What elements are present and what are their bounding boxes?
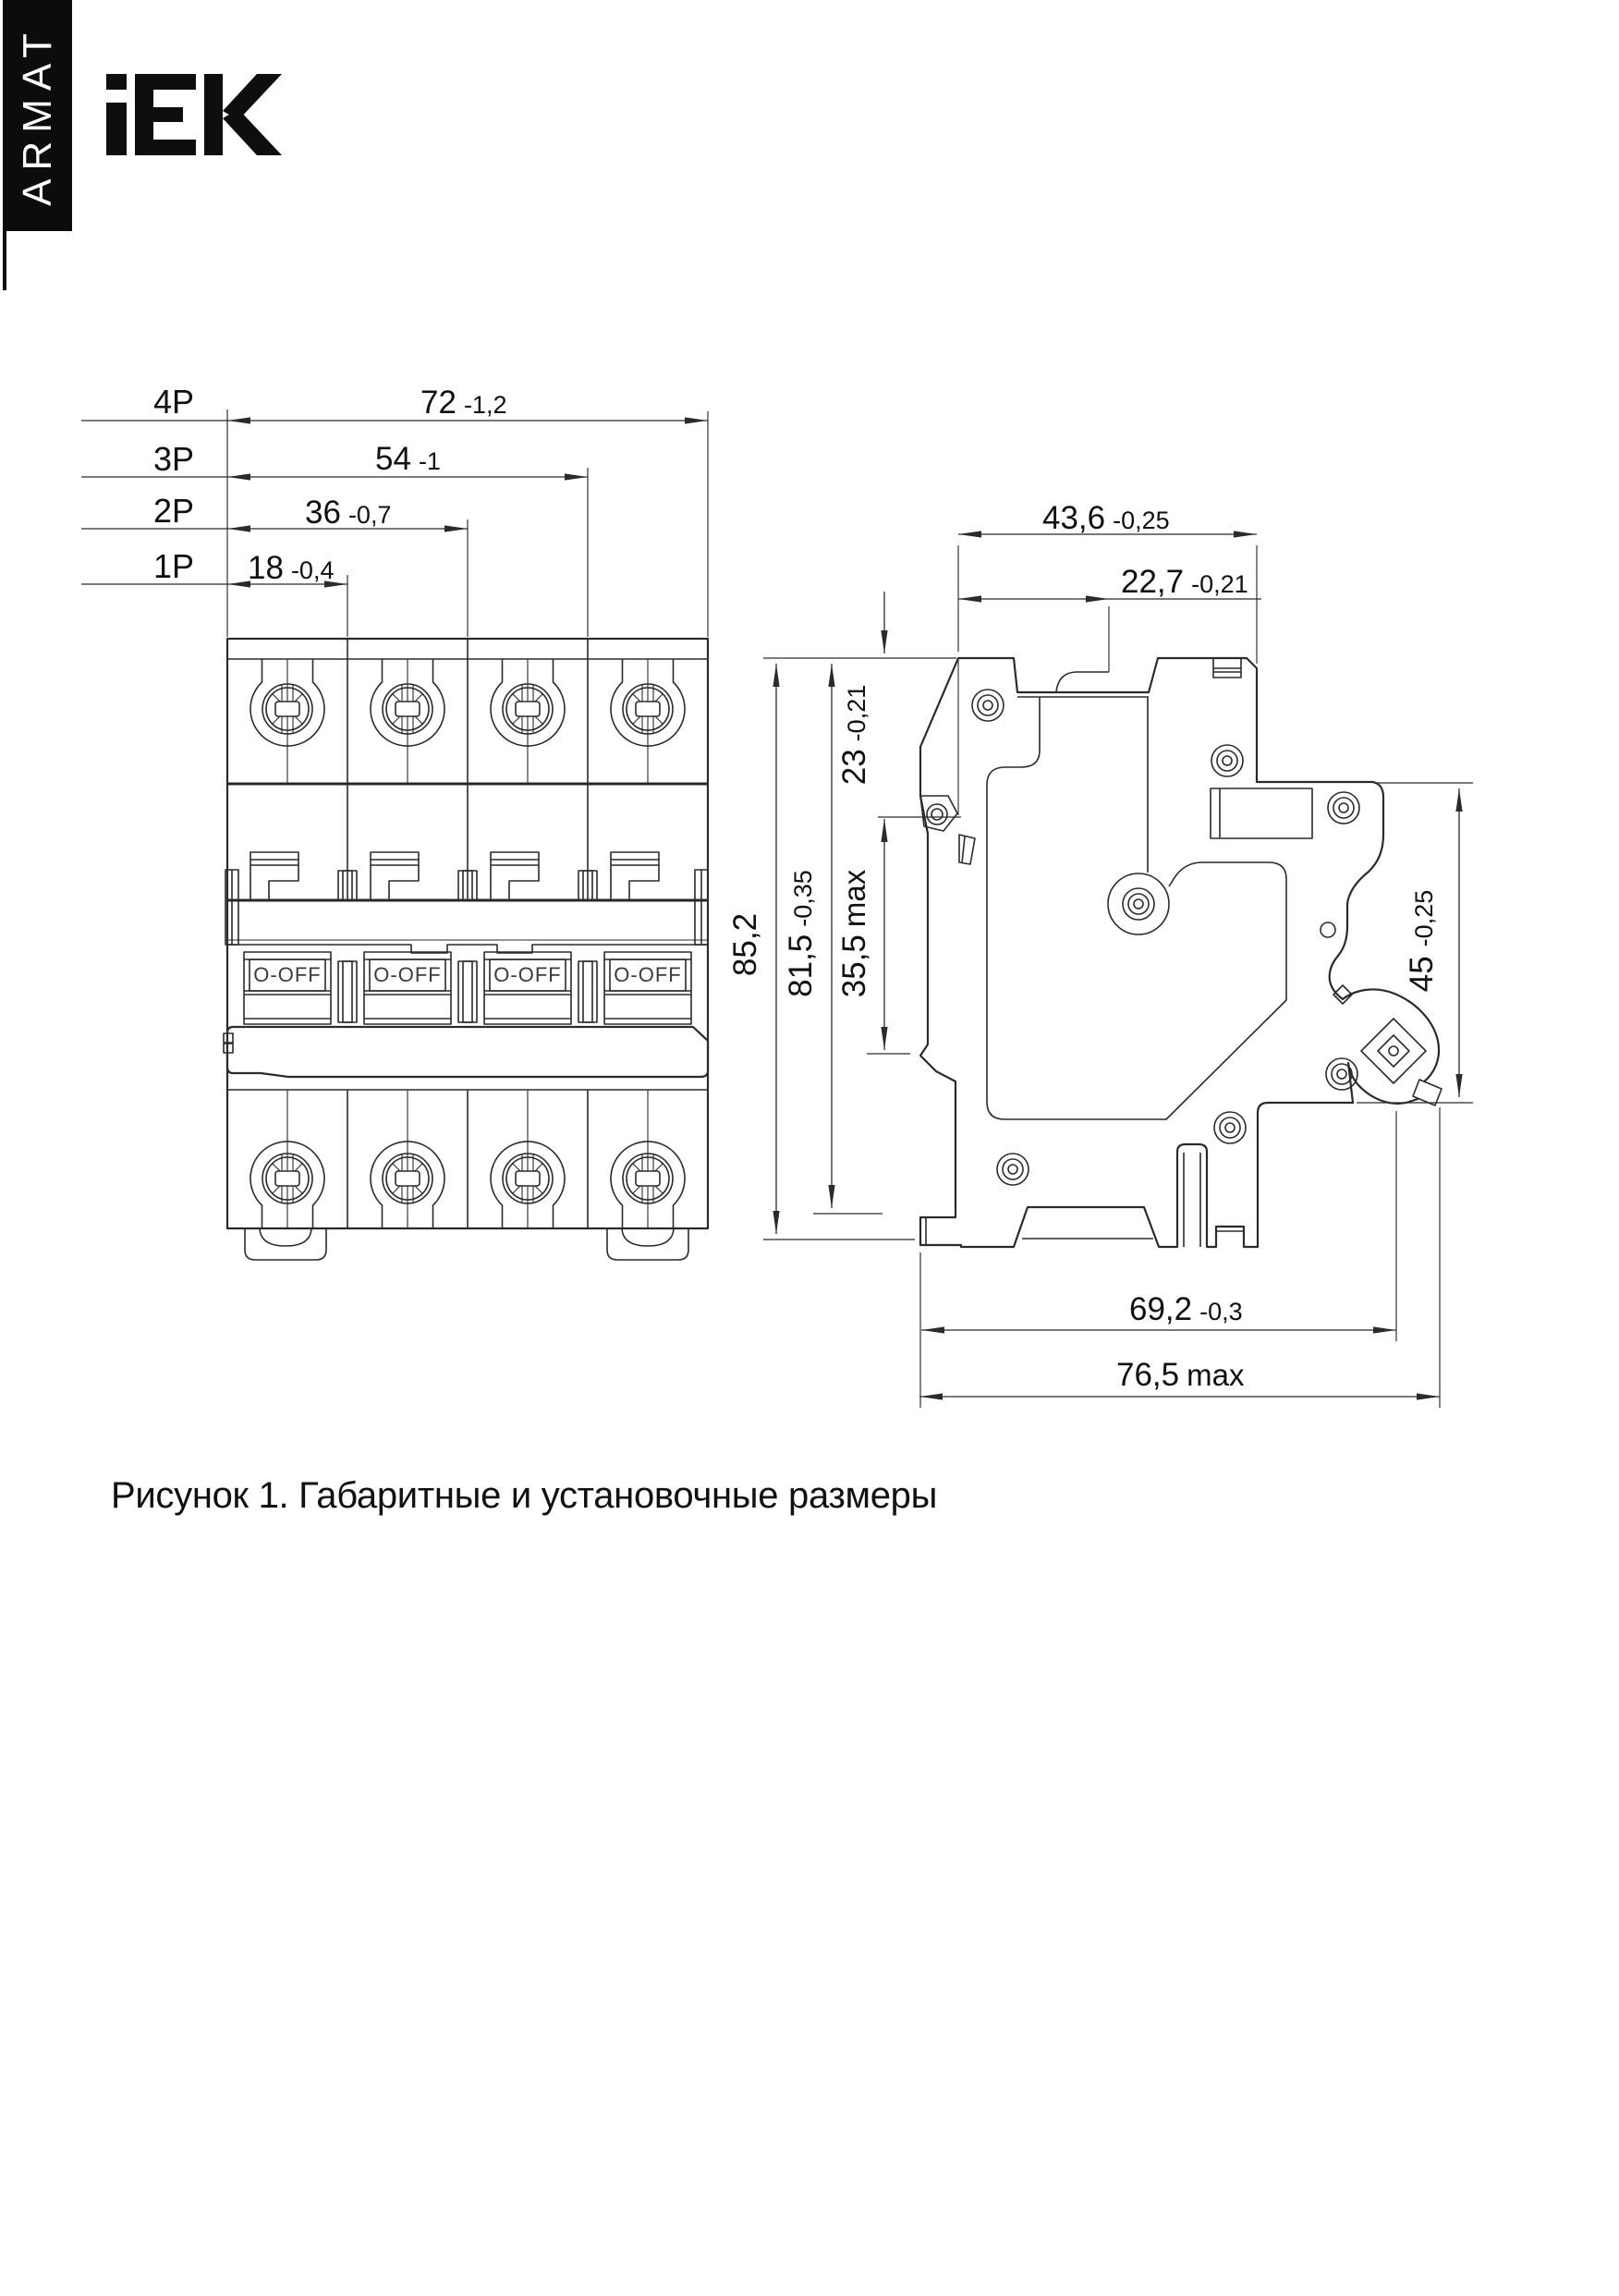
dim-overall-width: 76,5 max	[1116, 1357, 1245, 1393]
dim-height-overall: 85,2	[727, 912, 763, 977]
side-interior-details	[920, 658, 1352, 1247]
pole-count-3p: 3P	[153, 440, 195, 478]
pole-count-4p: 4P	[153, 383, 195, 421]
series-label: ARMAT	[14, 25, 60, 206]
arc-chute-vents	[225, 852, 708, 945]
dim-top-width: 43,6 -0,25	[1042, 500, 1170, 536]
toggle-off-label-1: O-OFF	[253, 963, 322, 986]
dim-din-height: 45-0,25	[1404, 889, 1440, 993]
dim-width-2p: 36 -0,7	[305, 495, 392, 531]
front-dimensions	[81, 383, 708, 637]
dim-depth-max: 35,5max	[836, 869, 872, 998]
figure-caption: Рисунок 1. Габаритные и установочные размеры	[111, 1475, 938, 1516]
toggle-off-label-3: O-OFF	[493, 963, 562, 986]
pole-count-1p: 1P	[153, 547, 195, 585]
side-body-outline	[920, 658, 1439, 1247]
dim-width-3p: 54 -1	[375, 441, 441, 477]
side-view	[727, 500, 1473, 1408]
dim-height-body: 81,5-0,35	[783, 870, 819, 997]
toggle-off-label-4: O-OFF	[614, 963, 682, 986]
side-dimensions	[727, 500, 1473, 1408]
toggle-off-label-2: O-OFF	[373, 963, 442, 986]
handle-tie-bar	[224, 1027, 708, 1077]
dim-front-depth: 23-0,21	[836, 684, 872, 786]
toggle-handles	[244, 952, 691, 1024]
din-mount-feet	[245, 1228, 688, 1260]
rivets	[972, 690, 1359, 1185]
dim-width-4p: 72 -1,2	[420, 385, 507, 421]
dim-handle-width: 22,7 -0,21	[1121, 564, 1248, 600]
pole-count-2p: 2P	[153, 492, 195, 530]
din-rail-latch	[1361, 1019, 1442, 1105]
dim-width-1p: 18 -0,4	[248, 550, 335, 586]
dim-bottom-width: 69,2 -0,3	[1129, 1291, 1243, 1327]
pole-dividers	[347, 639, 588, 1228]
front-view	[81, 383, 708, 1260]
